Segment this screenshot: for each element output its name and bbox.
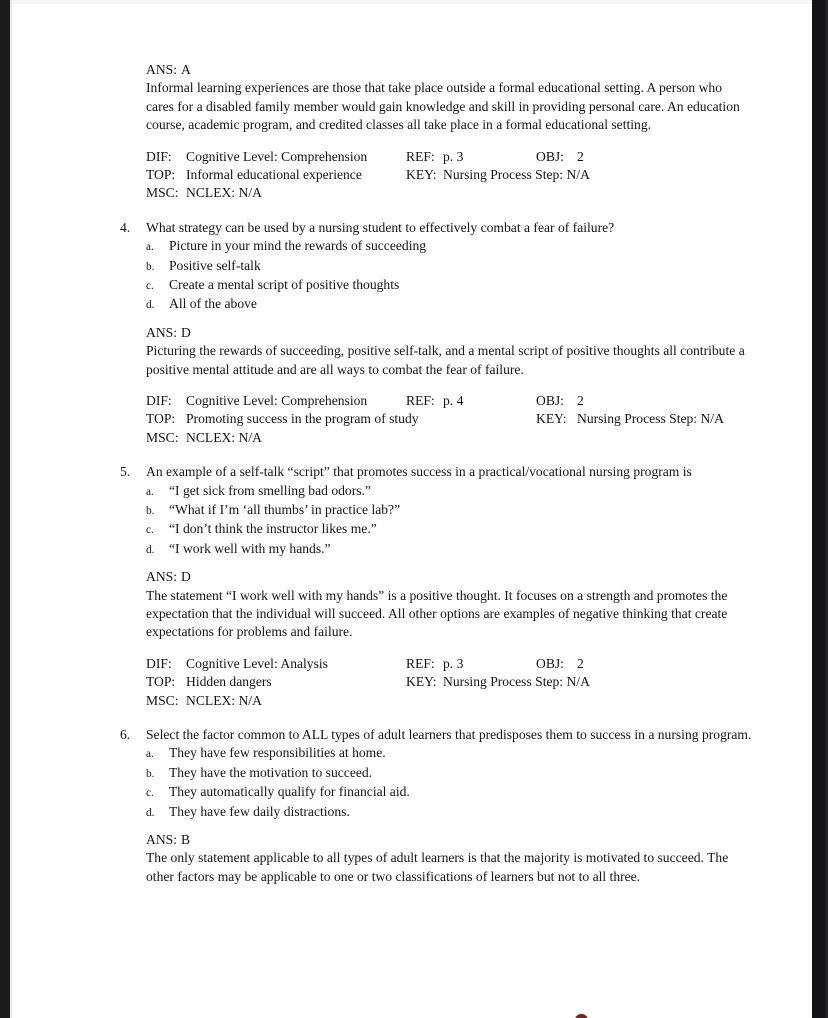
option-text: They have few responsibilities at home. — [169, 745, 386, 761]
option-text: “I get sick from smelling bad odors.” — [169, 482, 371, 498]
option-letter: a. — [146, 748, 154, 761]
answer-rationale: Picturing the rewards of succeeding, positive self-talk, and a mental script of positive thoughts all contribute a positive mental attitude and are all ways to combat the fear of failure. — [146, 343, 745, 377]
metadata-block — [146, 392, 752, 447]
option-text: Positive self-talk — [169, 257, 261, 273]
metadata-row — [146, 410, 752, 428]
option-a — [146, 237, 752, 256]
dif-label: DIF: — [146, 148, 172, 164]
top-label: TOP: — [146, 411, 176, 427]
viewer-right-edge — [812, 0, 828, 1018]
answer-line — [146, 324, 752, 342]
obj-label: OBJ: — [536, 393, 564, 409]
metadata-row — [146, 655, 752, 673]
option-text: Create a mental script of positive thoughts — [169, 277, 400, 292]
top-value: Promoting success in the program of study — [186, 411, 419, 427]
metadata-row — [146, 166, 752, 184]
top-label: TOP: — [146, 674, 176, 690]
viewer-left-edge — [0, 0, 10, 1018]
option-text: They have few daily distractions. — [169, 803, 350, 819]
option-c — [146, 520, 752, 539]
option-letter: b. — [146, 767, 155, 780]
key-value: Nursing Process Step: N/A — [577, 411, 724, 427]
ref-value: p. 3 — [443, 655, 464, 671]
key-value: Nursing Process Step: N/A — [443, 674, 590, 690]
answer-block — [146, 568, 752, 642]
answer-block-previous — [146, 61, 752, 203]
option-text: They have the motivation to succeed. — [169, 764, 373, 780]
option-letter: c. — [146, 787, 154, 800]
obj-value: 2 — [577, 655, 584, 671]
page-top-edge — [10, 0, 812, 4]
key-label: KEY: — [536, 411, 567, 427]
option-c — [146, 783, 752, 802]
option-letter: a. — [146, 241, 154, 254]
option-letter: d. — [146, 299, 155, 312]
page-left-border — [10, 0, 12, 1018]
metadata-block — [146, 655, 752, 710]
option-text: They automatically qualify for financial aid. — [169, 784, 410, 800]
question-6 — [120, 726, 752, 886]
metadata-row — [146, 148, 752, 166]
option-a — [146, 482, 752, 501]
ref-label: REF: — [406, 393, 435, 409]
obj-label: OBJ: — [536, 148, 564, 164]
top-value: Informal educational experience — [186, 167, 362, 182]
ans-label: ANS: — [146, 62, 177, 77]
option-text: All of the above — [169, 296, 257, 312]
ref-label: REF: — [406, 655, 435, 671]
option-d — [146, 540, 752, 559]
msc-label: MSC: — [146, 429, 179, 445]
dif-label: DIF: — [146, 655, 172, 671]
answer-block — [146, 324, 752, 379]
option-letter: c. — [146, 524, 154, 537]
option-b — [146, 501, 752, 520]
option-d — [146, 295, 752, 314]
dif-value: Cognitive Level: Comprehension — [186, 393, 368, 409]
obj-value: 2 — [577, 148, 584, 164]
question-4 — [120, 219, 752, 447]
question-text: What strategy can be used by a nursing student to effectively combat a fear of failure? — [146, 219, 615, 235]
top-value: Hidden dangers — [186, 674, 272, 690]
msc-label: MSC: — [146, 185, 179, 201]
ref-value: p. 3 — [443, 148, 464, 164]
ans-value: A — [181, 62, 191, 77]
option-letter: d. — [146, 543, 155, 556]
option-text: Picture in your mind the rewards of succeeding — [169, 238, 427, 254]
ans-value: B — [181, 832, 191, 848]
answer-block — [146, 831, 752, 886]
ans-value: D — [181, 569, 191, 585]
msc-value: NCLEX: N/A — [186, 692, 262, 708]
answer-line — [146, 831, 752, 849]
question-number: 5. — [120, 464, 131, 480]
question-5 — [120, 463, 752, 710]
question-text: An example of a self-talk “script” that promotes success in a practical/vocational nursing program is — [146, 464, 692, 480]
metadata-block — [146, 148, 752, 203]
obj-value: 2 — [577, 393, 584, 409]
ans-label: ANS: — [146, 569, 177, 585]
ref-value: p. 4 — [443, 393, 464, 409]
ref-label: REF: — [406, 148, 435, 164]
dif-value: Cognitive Level: Comprehension — [186, 148, 368, 164]
metadata-row — [146, 184, 752, 202]
metadata-row — [146, 392, 752, 410]
msc-value: NCLEX: N/A — [186, 185, 262, 201]
question-number: 6. — [120, 727, 131, 742]
ans-value: D — [181, 324, 191, 340]
msc-label: MSC: — [146, 692, 179, 708]
option-b — [146, 764, 752, 783]
answer-rationale: The statement “I work well with my hands” is a positive thought. It focuses on a strength and promotes the expectation that the individual will succeed. All other options are examples of negative thinking that create expectations for problems and failure. — [146, 587, 728, 640]
option-letter: c. — [146, 280, 154, 292]
option-letter: b. — [146, 505, 155, 517]
option-text: “I don’t think the instructor likes me.” — [169, 521, 377, 537]
option-b — [146, 257, 752, 276]
key-label: KEY: — [406, 674, 437, 690]
page-footer-red-mark — [575, 1014, 588, 1018]
key-label: KEY: — [406, 167, 437, 182]
answer-line — [146, 61, 752, 79]
option-text: “What if I’m ‘all thumbs’ in practice lab?” — [169, 502, 401, 517]
answer-rationale: The only statement applicable to all types of adult learners is that the majority is motivated to succeed. The other factors may be applicable to one or two classifications of learners but not to all three. — [146, 850, 729, 884]
page-content — [120, 4, 752, 886]
document-page — [12, 4, 812, 1018]
key-value: Nursing Process Step: N/A — [443, 167, 590, 182]
option-a — [146, 744, 752, 763]
option-text: “I work well with my hands.” — [169, 540, 331, 556]
metadata-row — [146, 673, 752, 691]
option-letter: b. — [146, 260, 155, 273]
option-c — [146, 276, 752, 295]
metadata-row — [146, 692, 752, 710]
msc-value: NCLEX: N/A — [186, 429, 262, 445]
metadata-row — [146, 429, 752, 447]
ans-label: ANS: — [146, 324, 177, 340]
top-label: TOP: — [146, 167, 176, 182]
dif-label: DIF: — [146, 393, 172, 409]
option-letter: a. — [146, 485, 154, 498]
ans-label: ANS: — [146, 832, 177, 848]
answer-rationale: Informal learning experiences are those that take place outside a formal educational setting. A person who cares for a disabled family member would gain knowledge and skill in providing personal care. An education course, academic program, and credited classes all take place in a formal educational setting. — [146, 80, 740, 133]
dif-value: Cognitive Level: Analysis — [186, 655, 328, 671]
question-text: Select the factor common to ALL types of adult learners that predisposes them to success in a nursing program. — [146, 727, 752, 742]
option-d — [146, 803, 752, 822]
obj-label: OBJ: — [536, 655, 564, 671]
answer-line — [146, 568, 752, 586]
question-number: 4. — [120, 219, 131, 235]
option-letter: d. — [146, 806, 155, 819]
